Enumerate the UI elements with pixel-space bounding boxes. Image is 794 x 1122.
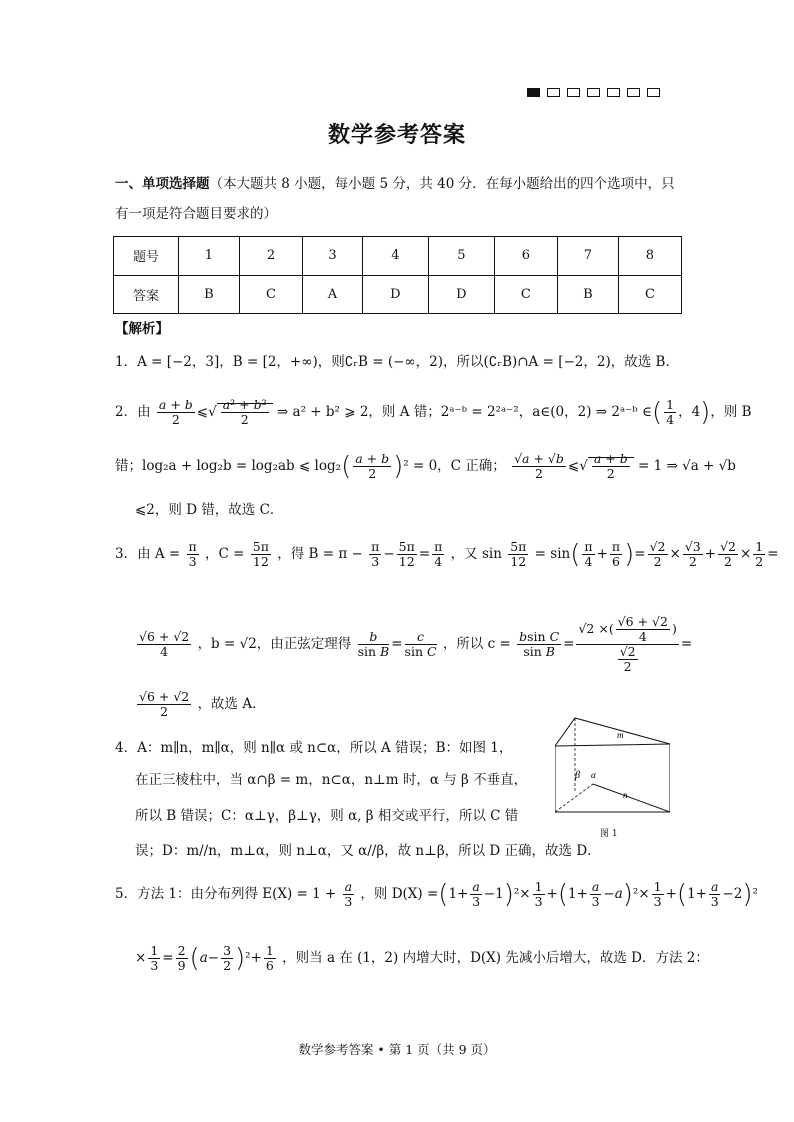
fraction: $\frac{5\pi}{12}$ [510,539,527,569]
analysis-label: 【解析】 [115,321,169,337]
page-indicator-square [547,88,560,97]
fraction: $\frac{\pi}{4}$ [434,539,443,569]
q3-text: ，故选 A． [197,696,266,712]
page-indicator-square [527,88,540,97]
table-cell: 2 [239,237,302,276]
q3-line1: 3．由 A = $\frac{\pi}{3}$ ，C = $\frac{5\pi}{12}$ ，得 B = π − $\frac{\pi}{3}$ − $\frac{5\pi}{12}$ = $\frac{\pi}{4}$ ，又 sin $\frac{5\pi}{12}$ = sin( $\frac{\pi}{4}$ + $\frac{\pi}{6}$ )= $\frac{√2}{2}$ × $\frac{√3}{2}$ + $\frac{√2}{2}$ × $\frac{1}{2}$ = [115,539,779,570]
fraction: $\frac{\pi}{6}$ [611,539,621,569]
section1-heading-line [115,174,675,194]
fig-label-alpha: α [591,770,596,780]
table-cell: 3 [303,237,363,276]
q5-text: ，则当 a 在 (1，2) 内增大时，D(X) 先减小后增大，故选 D．方法 2： [282,950,709,966]
table-cell: 题号 [114,237,179,276]
q3-line2: $\frac{√6 + √2}{4}$ ，b = √2，由正弦定理得 $\frac{b}{\text{sin B}}$ = $\frac{c}{\text{sin C}}$ ，所以 c = $\frac{\text{bsin C}}{\text{sin B}}$ = √2 ×( $\frac{√6 + √2}{4}$ ) $\frac{√2}{2}$ = [139,614,693,674]
figure-caption: 图 1 [600,829,618,839]
table-cell: C [239,275,302,314]
fraction: $\frac{√6 + √2}{4}$ [139,629,190,659]
page-indicator-square [567,88,580,97]
q2-text: 2．由 [115,404,151,420]
fraction: $\frac{1}{6}$ [265,943,274,973]
section1-desc: （本大题共 8 小题，每小题 5 分，共 40 分．在每小题给出的四个选项中，只 [209,176,675,192]
table-row [114,237,682,276]
fraction: $\frac{\pi}{3}$ [371,539,380,569]
prism-figure [555,716,670,841]
page-indicator-square [647,88,660,97]
table-cell: B [179,275,240,314]
fig-label-m: m [617,730,624,740]
q5-line2: × $\frac{1}{3}$ = $\frac{2}{9}$ (a− $\frac{3}{2}$ )²+ $\frac{1}{6}$ ，则当 a 在 (1，2) 内增大时，D(X) 先减小后增大，故选 D．方法 2： [135,943,709,974]
table-cell: D [428,275,494,314]
fig-label-n: n [623,790,628,800]
fraction: $\frac{a + b}{2}$ [355,451,390,481]
q2-text: ⇒ a² + b² ⩾ 2，则 A 错；2ᵃ⁻ᵇ = 2²ᵃ⁻²，a∈(0，2) ⇒ 2ᵃ⁻ᵇ ∈ [276,404,652,420]
table-cell: 答案 [114,275,179,314]
fraction: $\frac{3}{2}$ [223,943,232,973]
section1-heading: 一、单项选择题 [115,176,210,192]
fraction: $\frac{a}{3}$ [344,879,353,909]
fraction: $\frac{c}{\text{sin C}}$ [404,629,437,659]
page-title: 数学参考答案 [327,122,466,148]
table-cell: 5 [428,237,494,276]
q1-line: 1．A = [−2，3]，B = [2，+∞)，则∁ᵣB = (−∞，2)，所以(∁ᵣB)∩A = [−2，2)，故选 B． [115,354,679,370]
q4-line1: 4．A：m∥n，m∥α，则 n∥α 或 n⊂α，所以 A 错误；B：如图 1， [115,740,513,756]
q3-text: ，得 B = π − [277,546,363,562]
q3-line3 [135,690,266,719]
fraction: $\frac{1}{3}$ [150,943,159,973]
q3-text: ，b = √2，由正弦定理得 [197,636,352,652]
page-indicator-square [627,88,640,97]
q3-text: = sin [534,546,571,562]
q3-text: ，C = [205,546,245,562]
table-cell: 4 [362,237,428,276]
answer-table [113,236,682,314]
q5-text: ，则 D(X) = [360,886,439,902]
page-indicator-square [587,88,600,97]
table-cell: 7 [557,237,618,276]
fraction: $\frac{1}{4}$ [666,397,675,427]
fraction: $\frac{√3}{2}$ [684,539,701,569]
fraction: $\frac{√6 + √2}{2}$ [139,689,190,719]
fraction: $\frac{5\pi}{12}$ [252,539,269,569]
page-footer: 数学参考答案 • 第 1 页（共 9 页） [298,1042,496,1057]
table-cell: 8 [618,237,681,276]
table-cell: B [557,275,618,314]
q2-text: = 0，C 正确； [412,458,506,474]
q5-line1: 5．方法 1：由分布列得 E(X) = 1 + $\frac{a}{3}$ ，则 D(X) =(1+ $\frac{a}{3}$ −1)²× $\frac{1}{3}$ +(1+ $\frac{a}{3}$ −a)²× $\frac{1}{3}$ +(1+ $\frac{a}{3}$ −2)² [115,879,758,910]
q4-line3: 所以 B 错误；C：α⊥γ，β⊥γ，则 α, β 相交或平行，所以 C 错 [135,808,519,824]
fraction: $\frac{\text{bsin C}}{\text{sin B}}$ [519,629,560,659]
q2-text: = 1 ⇒ √a + √b [638,458,736,474]
q2-text: ，则 B [710,404,752,420]
q3-text: ，所以 c = [442,636,511,652]
fraction: $\frac{2}{9}$ [177,943,186,973]
q3-text: ，又 sin [450,546,502,562]
table-cell: 6 [494,237,557,276]
fraction: $\frac{b}{\text{sin B}}$ [357,629,390,659]
fraction: $\frac{\text{a² + b²}}{2}$ [222,397,267,427]
q2-text: 错；log₂a + log₂b = log₂ab ⩽ log₂ [115,458,342,474]
fraction: $\frac{a + b}{2}$ [158,397,193,427]
table-cell: 1 [179,237,240,276]
fraction: √2 ×( $\frac{√6 + √2}{4}$ ) $\frac{√2}{2}$ [578,614,677,674]
q2-line3: ⩽2，则 D 错，故选 C． [135,502,284,518]
table-cell: A [303,275,363,314]
fraction: $\frac{√2}{2}$ [720,539,736,569]
fraction: $\frac{a + b}{2}$ [593,451,628,481]
fraction: $\frac{\pi}{4}$ [584,539,593,569]
fraction: $\frac{\pi}{3}$ [188,539,197,569]
table-cell: D [362,275,428,314]
table-cell: C [494,275,557,314]
page-indicator [527,88,660,97]
fraction: $\frac{5\pi}{12}$ [398,539,415,569]
fraction: $\frac{√a + √b}{2}$ [514,451,564,481]
q3-text: 3．由 A = [115,546,181,562]
fraction: $\frac{√2}{2}$ [649,539,666,569]
q2-line2: 错；log₂a + log₂b = log₂ab ⩽ log₂( $\frac{a + b}{2}$ )² = 0，C 正确； $\frac{√a + √b}{2}$ ⩽√ $\frac{a + b}{2}$ = 1 ⇒ √a + √b [115,451,736,482]
fig-label-beta: β [575,770,580,781]
section1-desc-line2: 有一项是符合题目要求的） [115,206,277,222]
q4-line4: 误；D：m//n，m⊥α，则 n⊥α，又 α//β，故 n⊥β，所以 D 正确，故选 D． [135,843,601,859]
page-indicator-square [607,88,620,97]
table-cell: C [618,275,681,314]
q5-text: 5．方法 1：由分布列得 E(X) = 1 + [115,886,337,902]
q4-line2: 在正三棱柱中，当 α∩β = m，n⊂α，n⊥m 时，α 与 β 不垂直， [135,772,528,788]
q2-line1: 2．由 $\frac{a + b}{2}$ ⩽√ $\frac{\text{a² + b²}}{2}$ ⇒ a² + b² ⩾ 2，则 A 错；2ᵃ⁻ᵇ = 2²ᵃ⁻²，a∈(0，2) ⇒ 2ᵃ⁻ᵇ ∈( $\frac{1}{4}$ ，4)，则 B [115,397,752,428]
fraction: $\frac{1}{2}$ [755,539,764,569]
table-row [114,275,682,314]
